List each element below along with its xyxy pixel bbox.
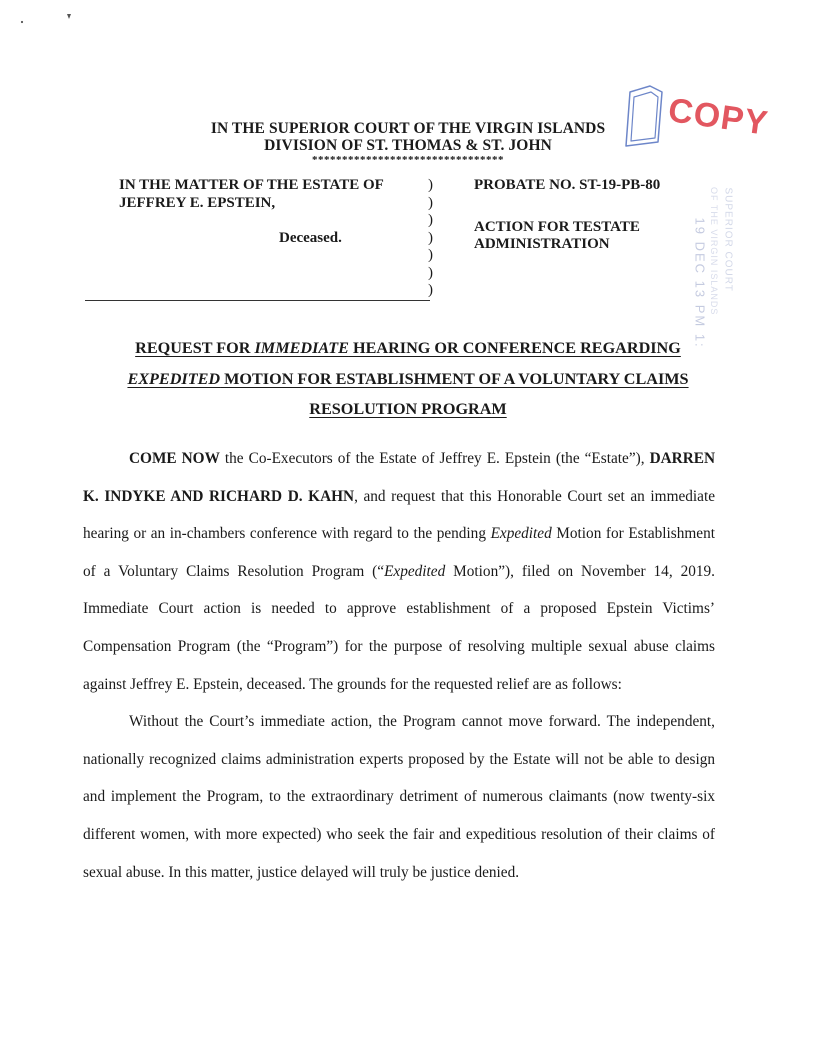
body-italic-text: Expedited — [384, 562, 446, 580]
document-title-line1 — [40, 339, 776, 358]
caption-paren: ) — [428, 177, 433, 193]
body-text: , and request that this Honorable Court set an immediate hearing or an in-chambers conference with regard to the pending — [83, 487, 715, 543]
title-text: MOTION FOR ESTABLISHMENT OF A VOLUNTARY CLAIMS — [220, 370, 689, 388]
caption-paren: ) — [428, 229, 433, 246]
title-text: HEARING OR CONFERENCE REGARDING — [348, 339, 681, 357]
document-title-line3: RESOLUTION PROGRAM — [309, 400, 507, 418]
decedent-name: JEFFREY E. EPSTEIN, — [119, 195, 276, 211]
deceased-label: Deceased. — [279, 230, 342, 246]
copy-stamp-text: COPY — [665, 91, 771, 143]
action-type-line1: ACTION FOR TESTATE — [474, 219, 640, 235]
body-text: Motion for Establishment of a Voluntary Claims Resolution Program (“ — [83, 525, 715, 580]
body-text: the Co-Executors of the Estate of Jeffrey E. Epstein (the “Estate”), — [219, 450, 650, 467]
body-paragraph-2: Without the Court’s immediate action, the Program cannot move forward. The independent, nationally recognized claims administration experts proposed by the Estate will not be able to design and implement the Program, to the extraordinary detriment of numerous claimants (now twenty-six different women, with more expected) who seek the fair and expeditious resolution of their claims of sexual abuse. In this matter, justice delayed will truly be justice denied. — [83, 713, 715, 881]
title-emphasis: IMMEDIATE — [254, 339, 349, 357]
received-stamp-court: SUPERIOR COURT — [722, 187, 734, 292]
action-type-line2: ADMINISTRATION — [474, 236, 610, 252]
document-title-line2 — [40, 370, 776, 389]
scan-artifact-marks — [14, 10, 84, 30]
body-bold-text: COME NOW — [129, 450, 220, 467]
body-paragraph-1 — [83, 440, 715, 703]
caption-paren: ) — [428, 247, 433, 263]
copy-stamp — [624, 84, 774, 164]
caption-parenthesis-column — [428, 177, 438, 300]
received-stamp-place: OF THE VIRGIN ISLANDS — [709, 187, 719, 316]
court-division: DIVISION OF ST. THOMAS & ST. JOHN — [264, 137, 552, 154]
caption-underline — [85, 300, 430, 301]
caption-paren: ) — [428, 282, 433, 298]
probate-number: PROBATE NO. ST-19-PB-80 — [474, 177, 661, 193]
caption-paren: ) — [428, 264, 433, 281]
court-received-stamp — [660, 187, 740, 392]
body-text: Motion”), filed on November 14, 2019. Immediate Court action is needed to approve establishment of a proposed Epstein Victims’ Compensation Program (the “Program”) for the purpose of resolving multiple sexual abuse claims against Jeffrey E. Epstein, deceased. The grounds for the requested relief are as follows: — [83, 562, 715, 693]
body-bold-text: DARREN K. INDYKE AND RICHARD D. KAHN — [83, 450, 715, 505]
received-stamp-date: 19 DEC 13 PM 1: — [692, 217, 708, 349]
document-body — [83, 440, 715, 891]
body-italic-text: Expedited — [490, 525, 552, 543]
title-text: REQUEST FOR — [135, 339, 255, 357]
court-name: IN THE SUPERIOR COURT OF THE VIRGIN ISLANDS — [210, 120, 606, 137]
estate-matter-line: IN THE MATTER OF THE ESTATE OF — [119, 177, 384, 193]
caption-paren: ) — [428, 212, 433, 228]
title-emphasis: EXPEDITED — [127, 370, 221, 388]
caption-paren: ) — [428, 194, 433, 211]
header-asterisk-rule: ******************************** — [312, 154, 504, 166]
